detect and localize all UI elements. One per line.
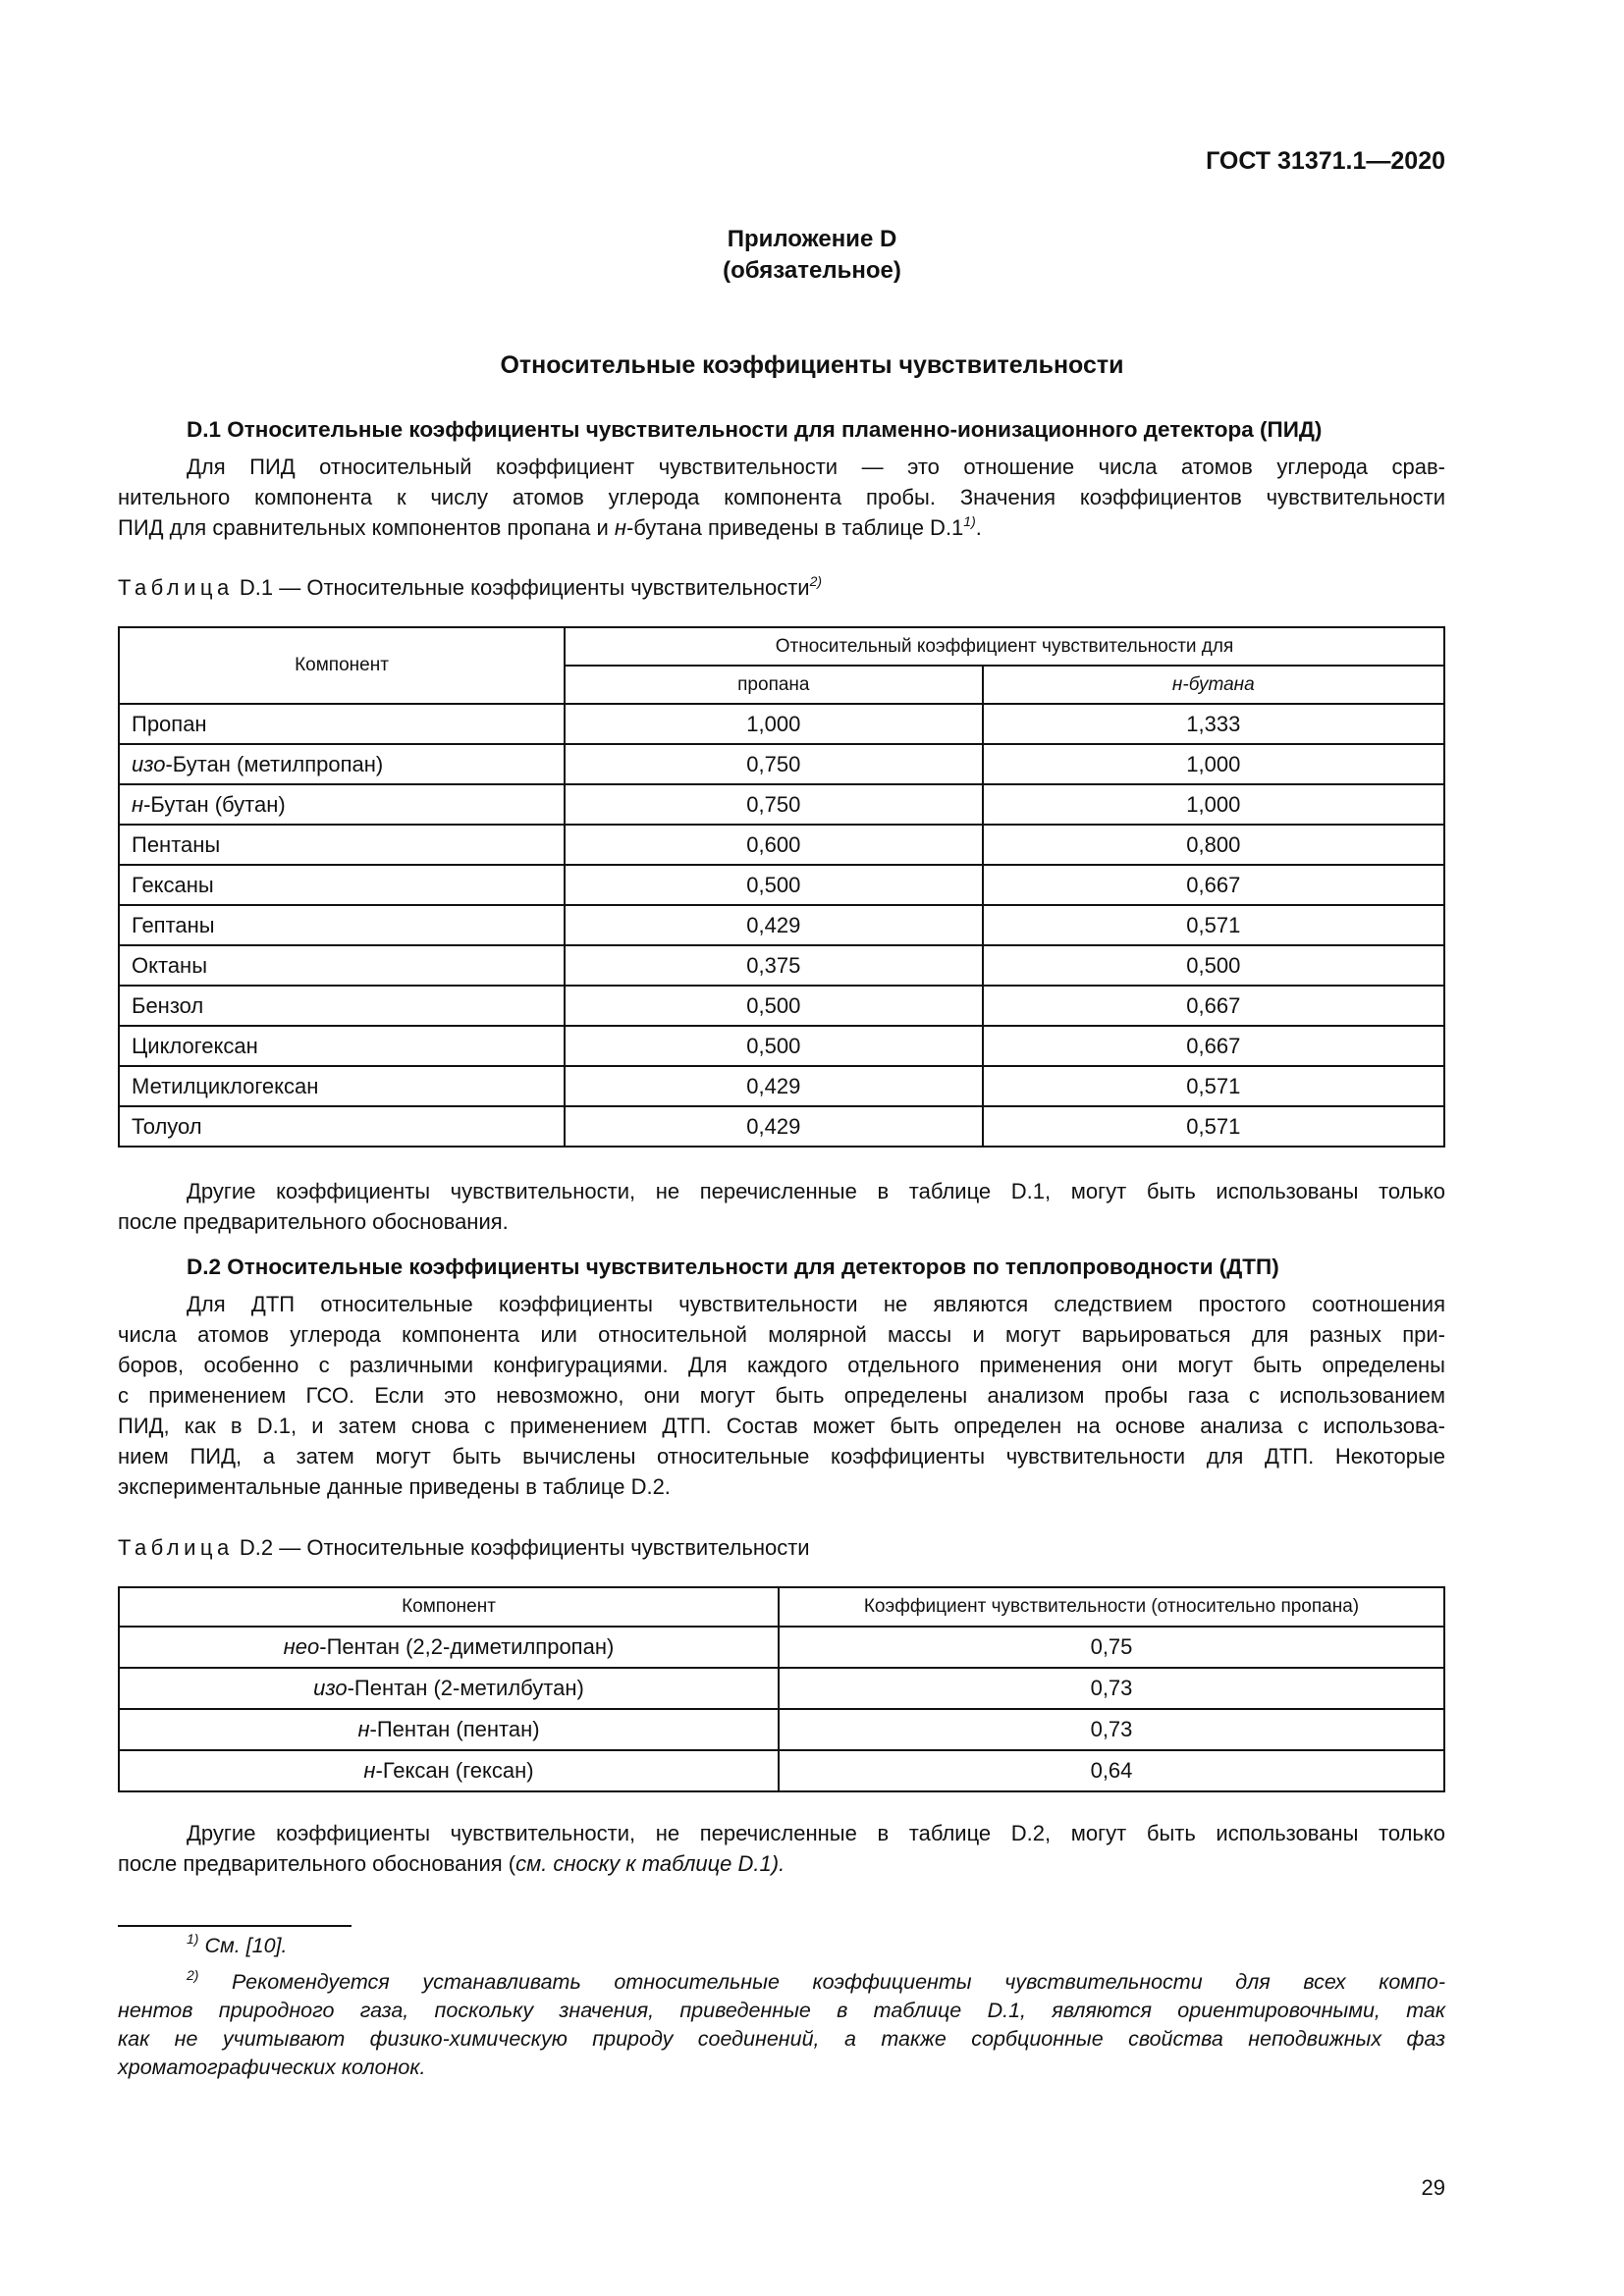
component-cell: Октаны (119, 945, 565, 986)
footnote-mark: 2) (187, 1967, 199, 1983)
butane-value-cell: 0,800 (983, 825, 1444, 865)
header-propane: пропана (565, 666, 983, 704)
footnote-ref: 1) (963, 513, 976, 529)
propane-value-cell: 0,500 (565, 1026, 983, 1066)
footnote-text: Рекомендуется устанавливать относительные коэффициенты чувствительности для всех компо- (232, 1970, 1445, 1994)
table-row (119, 825, 1444, 865)
component-cell: Толуол (119, 1106, 565, 1147)
italic-prefix: н (132, 791, 144, 817)
text-run: после предварительного обоснования ( (118, 1851, 516, 1876)
table-row (119, 945, 1444, 986)
table-row (119, 784, 1444, 825)
text-line: экспериментальные данные приведены в таблице D.2. (118, 1474, 671, 1499)
table2-caption (118, 1535, 810, 1561)
appendix-status: (обязательное) (723, 257, 901, 284)
butane-value-cell: 1,000 (983, 784, 1444, 825)
header-component: Компонент (119, 1587, 779, 1627)
propane-value-cell: 0,429 (565, 1106, 983, 1147)
table1-caption (118, 575, 822, 601)
component-cell: Пропан (119, 704, 565, 744)
appendix-title: Приложение D (727, 226, 897, 252)
caption-text: D.1 — Относительные коэффициенты чувствительности (239, 575, 810, 600)
table1-note (118, 1176, 1445, 1237)
table-row (119, 865, 1444, 905)
component-cell: Пентаны (119, 825, 565, 865)
doc-code: ГОСТ 31371.1—2020 (1206, 147, 1445, 175)
text-line: числа атомов углерода компонента или относительной молярной массы и могут варьироваться для разных при- (118, 1322, 1445, 1347)
table-header-row (119, 1587, 1444, 1627)
butane-value-cell: 0,667 (983, 1026, 1444, 1066)
text-line (118, 1932, 1445, 1960)
section1-paragraph (118, 452, 1445, 543)
section2-paragraph (118, 1289, 1445, 1502)
table-row (119, 1750, 1444, 1791)
footnote-ref: 2) (809, 573, 823, 589)
component-cell: Гептаны (119, 905, 565, 945)
component-cell: Метилциклогексан (119, 1066, 565, 1106)
propane-value-cell: 1,000 (565, 704, 983, 744)
caption-label: Таблица (118, 1535, 234, 1560)
table-d1 (118, 626, 1445, 1148)
component-cell: Бензол (119, 986, 565, 1026)
italic-prefix: н (1171, 673, 1183, 695)
table-row (119, 1026, 1444, 1066)
text-line: после предварительного обоснования. (118, 1209, 509, 1234)
propane-value-cell: 0,500 (565, 865, 983, 905)
text-line: Другие коэффициенты чувствительности, не перечисленные в таблице D.2, могут быть использованы только (187, 1821, 1445, 1845)
text-line: нительного компонента к числу атомов углерода компонента пробы. Значения коэффициентов чувствительности (118, 485, 1445, 509)
footnote-2 (118, 1968, 1445, 2082)
italic-prefix: н (614, 515, 626, 540)
page-number: 29 (1421, 2175, 1445, 2200)
table-row (119, 1066, 1444, 1106)
text-line (118, 1968, 1445, 1997)
main-title: Относительные коэффициенты чувствительности (500, 351, 1124, 379)
component-cell: н-Гексан (гексан) (119, 1750, 779, 1791)
component-cell: Гексаны (119, 865, 565, 905)
coefficient-value-cell: 0,73 (779, 1668, 1444, 1709)
table2-note (118, 1818, 1445, 1879)
propane-value-cell: 0,500 (565, 986, 983, 1026)
butane-value-cell: 0,667 (983, 986, 1444, 1026)
butane-value-cell: 0,571 (983, 1066, 1444, 1106)
table-row (119, 986, 1444, 1026)
text-line: Другие коэффициенты чувствительности, не перечисленные в таблице D.1, могут быть использованы только (187, 1179, 1445, 1203)
butane-value-cell: 0,571 (983, 905, 1444, 945)
caption-text: D.2 — Относительные коэффициенты чувствительности (239, 1535, 810, 1560)
text-run: . (975, 515, 982, 540)
text-line: Для ДТП относительные коэффициенты чувствительности не являются следствием простого соотношения (187, 1292, 1445, 1316)
caption-label: Таблица (118, 575, 234, 600)
footnote-mark: 1) (187, 1931, 199, 1947)
table-row (119, 1668, 1444, 1709)
text-line: нентов природного газа, поскольку значения, приведенные в таблице D.1, являются ориентировочными, так (118, 1999, 1445, 2022)
italic-prefix: изо (313, 1676, 348, 1700)
header-coefficient: Коэффициент чувствительности (относительно пропана) (779, 1587, 1444, 1627)
propane-value-cell: 0,429 (565, 1066, 983, 1106)
italic-prefix: изо (132, 751, 166, 776)
section1-heading: D.1 Относительные коэффициенты чувствительности для пламенно-ионизационного детектора (ПИД) (187, 417, 1323, 442)
italic-prefix: нео (283, 1634, 320, 1659)
propane-value-cell: 0,750 (565, 784, 983, 825)
butane-value-cell: 0,500 (983, 945, 1444, 986)
italic-run: см. сноску к таблице D.1). (515, 1851, 785, 1876)
text-line: боров, особенно с различными конфигурациями. Для каждого отдельного применения они могут быть определены (118, 1353, 1445, 1377)
section2-heading: D.2 Относительные коэффициенты чувствительности для детекторов по теплопроводности (ДТП) (187, 1255, 1279, 1279)
table-d2 (118, 1586, 1445, 1792)
table-row (119, 1106, 1444, 1147)
header-suffix: -бутана (1182, 673, 1255, 695)
butane-value-cell: 0,571 (983, 1106, 1444, 1147)
butane-value-cell: 1,333 (983, 704, 1444, 744)
text-line: хроматографических колонок. (118, 2056, 426, 2079)
table-row (119, 704, 1444, 744)
footnote-1 (118, 1932, 1445, 1960)
footnote-text: См. [10]. (204, 1934, 288, 1957)
header-component: Компонент (119, 627, 565, 704)
component-cell: нео-Пентан (2,2-диметилпропан) (119, 1627, 779, 1668)
text-line: ПИД, как в D.1, и затем снова с применением ДТП. Состав может быть определен на основе анализа с использова- (118, 1414, 1445, 1438)
propane-value-cell: 0,600 (565, 825, 983, 865)
text-line: как не учитывают физико-химическую природу соединений, а также сорбционные свойства неподвижных фаз (118, 2027, 1445, 2051)
component-cell: изо-Бутан (метилпропан) (119, 744, 565, 784)
coefficient-value-cell: 0,75 (779, 1627, 1444, 1668)
header-butane (983, 666, 1444, 704)
component-cell: изо-Пентан (2-метилбутан) (119, 1668, 779, 1709)
propane-value-cell: 0,750 (565, 744, 983, 784)
propane-value-cell: 0,375 (565, 945, 983, 986)
table-row (119, 1709, 1444, 1750)
text-line: с применением ГСО. Если это невозможно, они могут быть определены анализом пробы газа с использованием (118, 1383, 1445, 1408)
italic-prefix: н (363, 1758, 376, 1783)
component-cell: Циклогексан (119, 1026, 565, 1066)
butane-value-cell: 0,667 (983, 865, 1444, 905)
header-group: Относительный коэффициент чувствительности для (565, 627, 1444, 666)
text-line: Для ПИД относительный коэффициент чувствительности — это отношение числа атомов углерода срав- (187, 454, 1445, 479)
text-run: ПИД для сравнительных компонентов пропана и н-бутана приведены в таблице D.1 (118, 515, 964, 540)
footnote-divider (118, 1925, 352, 1927)
component-cell: н-Бутан (бутан) (119, 784, 565, 825)
propane-value-cell: 0,429 (565, 905, 983, 945)
butane-value-cell: 1,000 (983, 744, 1444, 784)
component-cell: н-Пентан (пентан) (119, 1709, 779, 1750)
coefficient-value-cell: 0,64 (779, 1750, 1444, 1791)
text-line: нием ПИД, а затем могут быть вычислены относительные коэффициенты чувствительности для ДТП. Некоторые (118, 1444, 1445, 1468)
text-line (118, 1848, 1445, 1879)
coefficient-value-cell: 0,73 (779, 1709, 1444, 1750)
table-row (119, 744, 1444, 784)
table-row (119, 1627, 1444, 1668)
table-header-row (119, 627, 1444, 666)
table-row (119, 905, 1444, 945)
text-line (118, 512, 1445, 543)
italic-prefix: н (357, 1717, 370, 1741)
